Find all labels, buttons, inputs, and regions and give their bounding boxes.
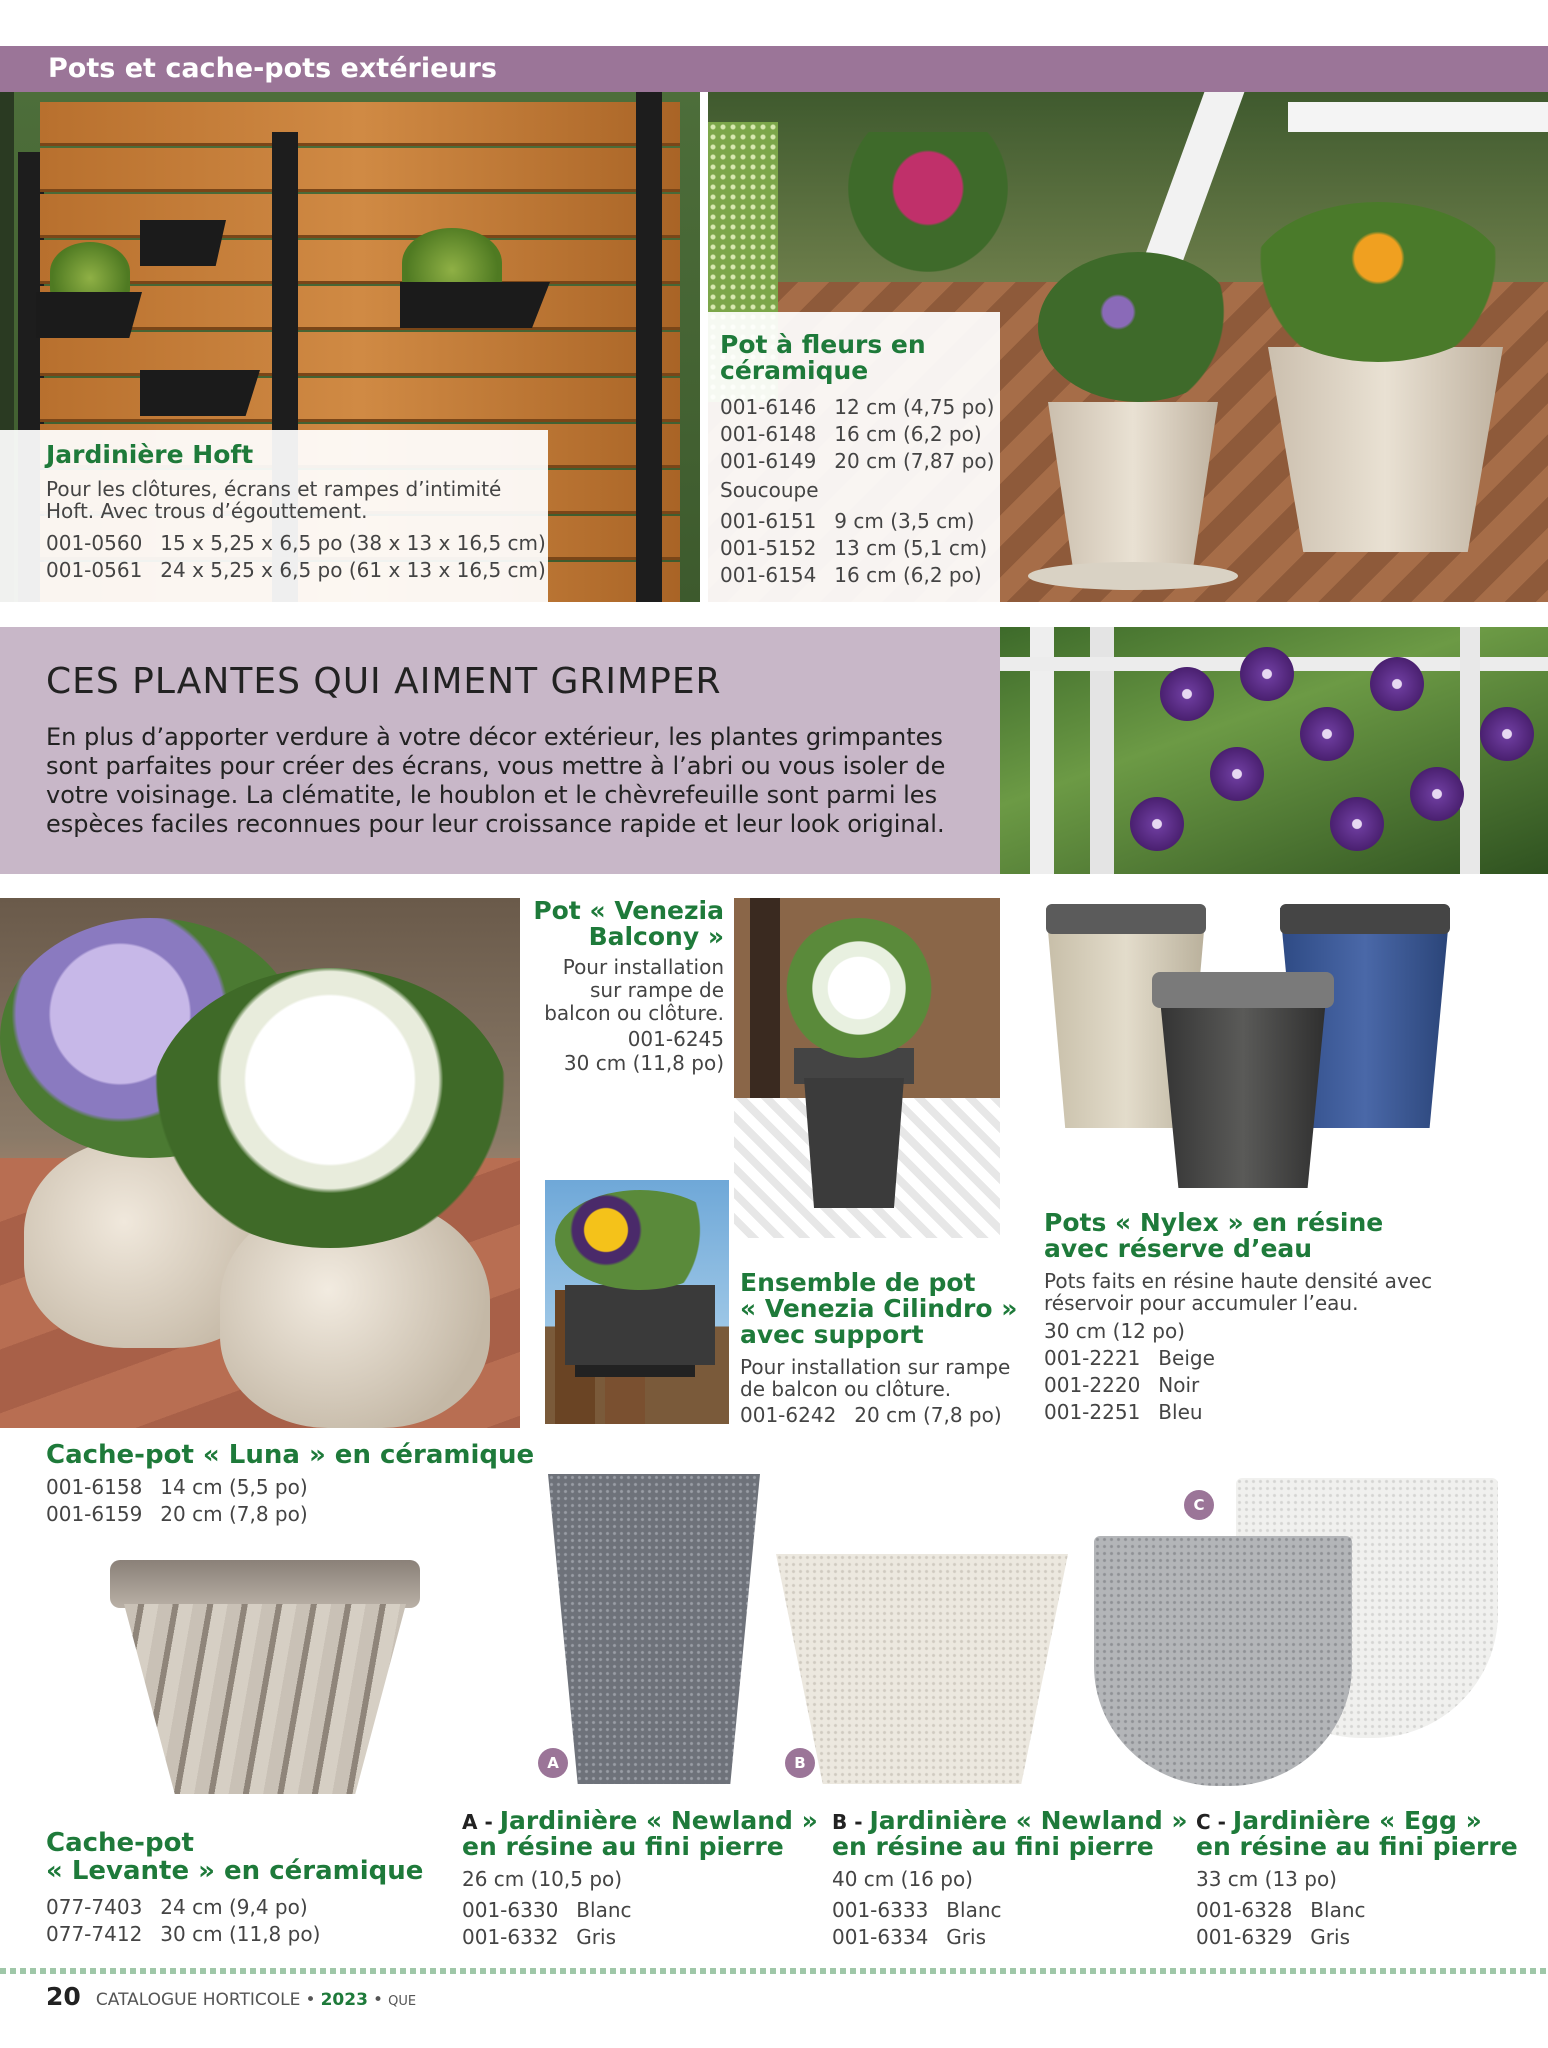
egg-title-1: C - Jardinière « Egg » (1196, 1806, 1482, 1835)
newland-b-photo (776, 1554, 1068, 1784)
table-row: 001-6146 12 cm (4,75 po) (720, 395, 995, 419)
feature-box (0, 627, 1000, 874)
table-row: 001-6330 Blanc (462, 1898, 632, 1922)
venezia-balcony-photo (734, 898, 1000, 1238)
hoft-desc-1: Pour les clôtures, écrans et rampes d’intimité (46, 477, 502, 501)
footer-sep-1: • (305, 1990, 316, 2010)
table-row: 001-2251 Bleu (1044, 1400, 1203, 1424)
footer-sep-2: • (373, 1990, 384, 2010)
table-row: 001-6154 16 cm (6,2 po) (720, 563, 982, 587)
badge-b: B (785, 1748, 815, 1778)
luna-title: Cache-pot « Luna » en céramique (46, 1440, 535, 1470)
footer (46, 1982, 416, 2011)
table-row: 001-6149 20 cm (7,87 po) (720, 449, 995, 473)
section-title: Pots et cache-pots extérieurs (48, 53, 497, 84)
levante-title-2: « Levante » en céramique (46, 1856, 424, 1886)
table-row: 001-6334 Gris (832, 1925, 986, 1949)
footer-divider (0, 1968, 1548, 1974)
badge-c: C (1184, 1490, 1214, 1520)
footer-year: 2023 (320, 1990, 368, 2010)
nylex-title-2: avec réserve d’eau (1044, 1234, 1313, 1263)
table-row: 001-5152 13 cm (5,1 cm) (720, 536, 988, 560)
nylex-title-1: Pots « Nylex » en résine (1044, 1208, 1384, 1237)
newland-a-title-2: en résine au fini pierre (462, 1832, 784, 1861)
section-header (0, 46, 1548, 92)
egg-size: 33 cm (13 po) (1196, 1867, 1337, 1891)
newland-a-title-1: A - Jardinière « Newland » (462, 1806, 818, 1835)
table-row: 001-6151 9 cm (3,5 cm) (720, 509, 975, 533)
table-row: 001-0561 24 x 5,25 x 6,5 po (61 x 13 x 16,5 cm) (46, 558, 546, 582)
venezia-cilindro-photo (545, 1180, 729, 1424)
venezia-cilindro-desc-2: de balcon ou clôture. (740, 1377, 952, 1401)
newland-a-size: 26 cm (10,5 po) (462, 1867, 623, 1891)
table-row: 001-6333 Blanc (832, 1898, 1002, 1922)
hoft-title: Jardinière Hoft (46, 440, 254, 469)
nylex-desc-1: Pots faits en résine haute densité avec (1044, 1269, 1433, 1293)
badge-a: A (538, 1748, 568, 1778)
levante-title-1: Cache-pot (46, 1828, 194, 1858)
egg-title-2: en résine au fini pierre (1196, 1832, 1518, 1861)
table-row: 001-6158 14 cm (5,5 po) (46, 1475, 308, 1499)
nylex-desc-2: réservoir pour accumuler l’eau. (1044, 1291, 1359, 1315)
newland-a-codes (462, 1866, 632, 1951)
venezia-cilindro-code-row: 001-6242 20 cm (7,8 po) (740, 1403, 1002, 1427)
saucer-label: Soucoupe (720, 478, 819, 502)
newland-a-photo (548, 1474, 760, 1784)
ceramic-title-2: céramique (720, 356, 869, 385)
table-row: 077-7403 24 cm (9,4 po) (46, 1895, 308, 1919)
table-row: 077-7412 30 cm (11,8 po) (46, 1922, 321, 1946)
newland-b-title-1: B - Jardinière « Newland » (832, 1806, 1188, 1835)
venezia-balcony-size: 30 cm (11,8 po) (563, 1051, 724, 1075)
venezia-balcony-desc: Pour installation sur rampe de balcon ou clôture. (544, 955, 724, 1025)
newland-b-size: 40 cm (16 po) (832, 1867, 973, 1891)
nylex-photo (1040, 898, 1510, 1198)
newland-b-codes (832, 1866, 1002, 1951)
newland-b-title-2: en résine au fini pierre (832, 1832, 1154, 1861)
table-row: 001-6159 20 cm (7,8 po) (46, 1502, 308, 1526)
ceramic-codes (720, 394, 994, 589)
table-row: 001-2221 Beige (1044, 1346, 1215, 1370)
footer-catalog: CATALOGUE HORTICOLE (95, 1990, 301, 2010)
ceramic-title-1: Pot à fleurs en (720, 330, 926, 359)
egg-codes (1196, 1866, 1366, 1951)
venezia-balcony-title-2: Balcony » (588, 922, 724, 951)
feature-body: En plus d’apporter verdure à votre décor extérieur, les plantes grimpantes sont parfaites pour créer des écrans, vous mettre à l’abri ou vous isoler de votre voisinage. La clématite, le houblon et le chèvrefeuille sont parmi les espèces faciles reconnues pour leur croissance rapide et leur look original. (46, 723, 946, 838)
levante-photo (110, 1560, 430, 1800)
table-row: 001-6328 Blanc (1196, 1898, 1366, 1922)
table-row: 001-6329 Gris (1196, 1925, 1350, 1949)
nylex-size: 30 cm (12 po) (1044, 1319, 1185, 1343)
luna-codes (46, 1474, 308, 1528)
venezia-cilindro-title-2: « Venezia Cilindro » (740, 1294, 1018, 1323)
clematis-photo (1000, 627, 1548, 874)
table-row: 001-2220 Noir (1044, 1373, 1200, 1397)
egg-photo-front (1094, 1536, 1352, 1786)
venezia-balcony-title-1: Pot « Venezia (533, 896, 724, 925)
table-row: 001-6332 Gris (462, 1925, 616, 1949)
table-row: 001-0560 15 x 5,25 x 6,5 po (38 x 13 x 16,5 cm) (46, 531, 546, 555)
levante-codes (46, 1894, 320, 1948)
venezia-cilindro-title-1: Ensemble de pot (740, 1268, 976, 1297)
venezia-cilindro-title-3: avec support (740, 1320, 924, 1349)
luna-photo (0, 898, 520, 1428)
hoft-codes (46, 530, 546, 584)
venezia-balcony-code: 001-6245 (627, 1027, 724, 1051)
footer-region: QUE (388, 1994, 417, 2009)
feature-title: CES PLANTES QUI AIMENT GRIMPER (46, 661, 722, 702)
page-number: 20 (46, 1982, 81, 2011)
table-row: 001-6148 16 cm (6,2 po) (720, 422, 982, 446)
hoft-desc-2: Hoft. Avec trous d’égouttement. (46, 499, 368, 523)
nylex-codes (1044, 1318, 1215, 1426)
venezia-cilindro-desc-1: Pour installation sur rampe (740, 1355, 1011, 1379)
